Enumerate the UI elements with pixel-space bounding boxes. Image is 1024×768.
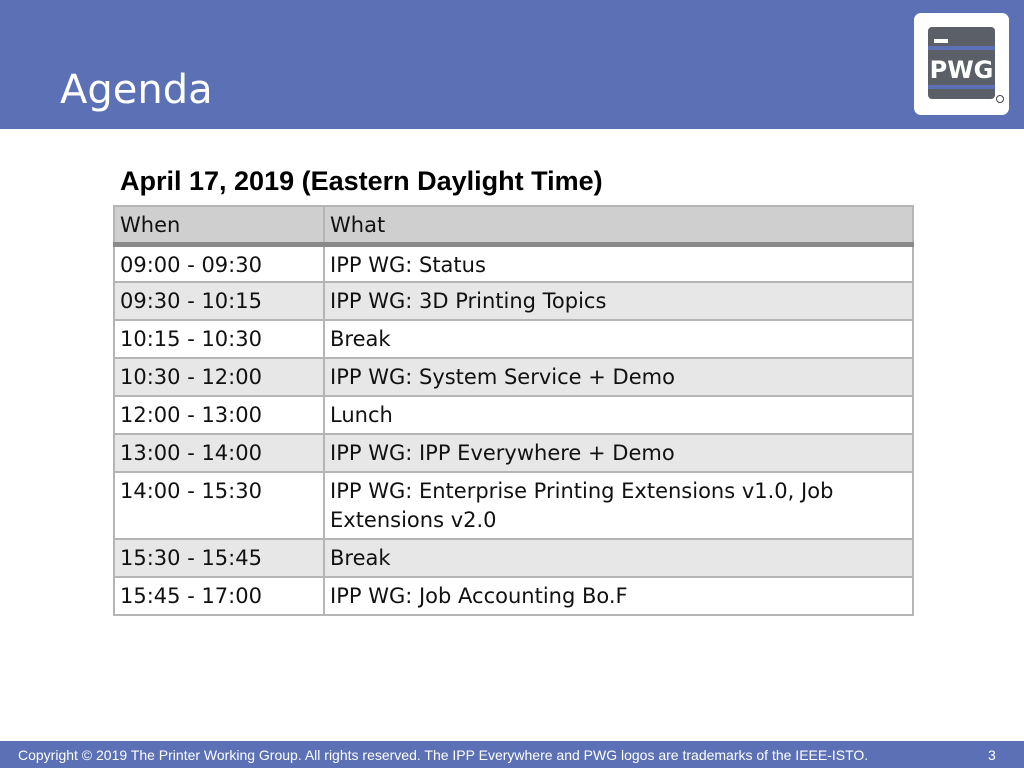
what-cell: IPP WG: Enterprise Printing Extensions v1.0, Job Extensions v2.0 (324, 472, 913, 539)
page-number: 3 (988, 747, 996, 763)
printer-icon (914, 13, 1009, 115)
what-cell: Break (324, 320, 913, 358)
when-cell: 10:15 - 10:30 (114, 320, 324, 358)
slide-title: Agenda (60, 67, 213, 113)
when-cell: 13:00 - 14:00 (114, 434, 324, 472)
table-row (114, 472, 913, 539)
table-row (114, 577, 913, 615)
table-row (114, 282, 913, 320)
slide-header (0, 0, 1024, 129)
table-row (114, 396, 913, 434)
what-cell: Break (324, 539, 913, 577)
what-cell: IPP WG: 3D Printing Topics (324, 282, 913, 320)
when-cell: 10:30 - 12:00 (114, 358, 324, 396)
what-cell: Lunch (324, 396, 913, 434)
table-row (114, 320, 913, 358)
registered-mark (996, 95, 1004, 103)
when-cell: 12:00 - 13:00 (114, 396, 324, 434)
table-row (114, 244, 913, 282)
what-cell: IPP WG: IPP Everywhere + Demo (324, 434, 913, 472)
pwg-logo (914, 13, 1009, 115)
agenda-table (113, 205, 914, 616)
what-cell: IPP WG: System Service + Demo (324, 358, 913, 396)
column-header-when: When (114, 206, 324, 244)
slide-footer (0, 741, 1024, 768)
what-cell: IPP WG: Job Accounting Bo.F (324, 577, 913, 615)
table-row (114, 434, 913, 472)
copyright-notice: Copyright © 2019 The Printer Working Group. All rights reserved. The IPP Everywhere and PWG logos are trademarks of the IEEE-ISTO. (18, 747, 869, 763)
when-cell: 15:45 - 17:00 (114, 577, 324, 615)
when-cell: 09:30 - 10:15 (114, 282, 324, 320)
logo-text: PWG (929, 56, 994, 84)
what-cell: IPP WG: Status (324, 244, 913, 282)
table-header-row (114, 206, 913, 244)
table-row (114, 539, 913, 577)
column-header-what: What (324, 206, 913, 244)
when-cell: 15:30 - 15:45 (114, 539, 324, 577)
agenda-date-heading: April 17, 2019 (Eastern Daylight Time) (120, 166, 603, 196)
when-cell: 14:00 - 15:30 (114, 472, 324, 539)
table-row (114, 358, 913, 396)
when-cell: 09:00 - 09:30 (114, 244, 324, 282)
